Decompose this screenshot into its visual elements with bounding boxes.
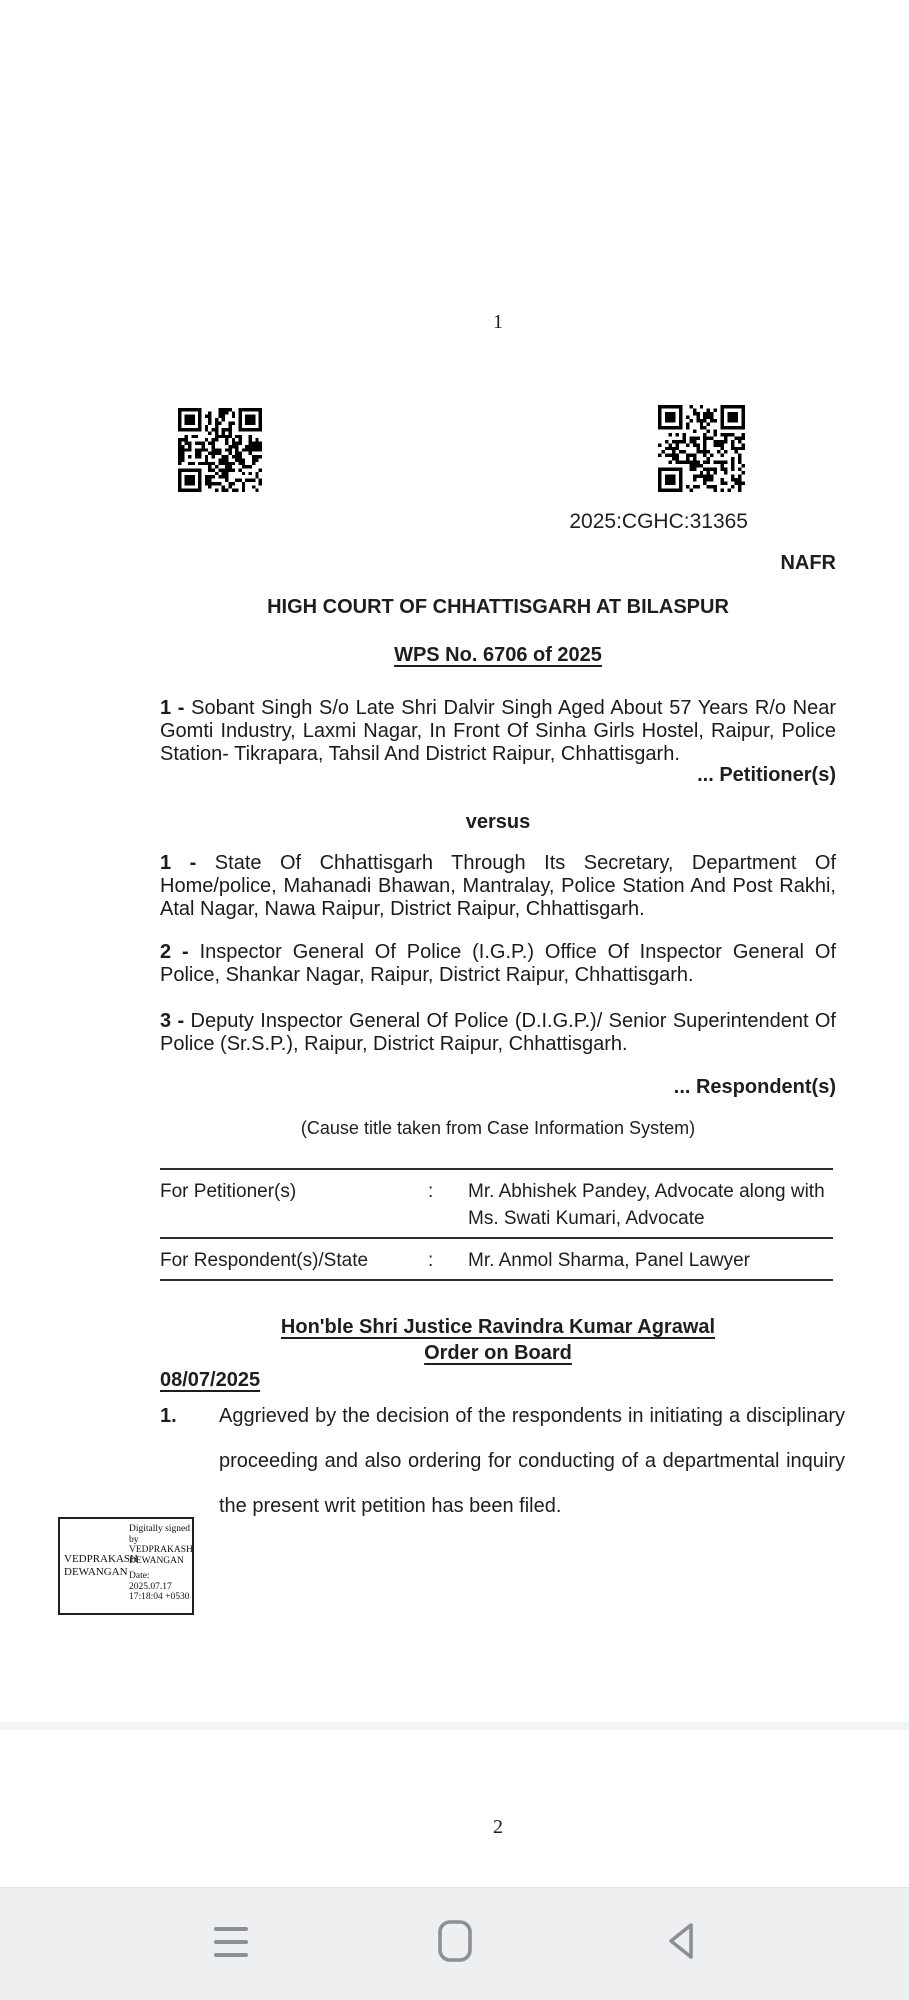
representation-colon: : <box>428 1250 434 1271</box>
respondent-paragraph: 2 - Inspector General Of Police (I.G.P.) Office Of Inspector General Of Police, Shankar Nagar, Raipur, District Raipur, Chhattisgarh. <box>160 941 836 986</box>
respondent-paragraph: 3 - Deputy Inspector General Of Police (D.I.G.P.)/ Senior Superintendent Of Police (Sr.S.P.), Raipur, District Raipur, Chhattisgarh. <box>160 1010 836 1055</box>
representation-label: For Petitioner(s) <box>160 1181 297 1202</box>
menu-icon <box>214 1927 248 1957</box>
page-number: 1 <box>493 311 503 333</box>
back-nav-button[interactable] <box>662 1920 702 1965</box>
table-row <box>160 1239 833 1279</box>
citation-number: 2025:CGHC:31365 <box>569 510 748 533</box>
page-number: 2 <box>493 1816 503 1838</box>
petitioner-paragraph: 1 - Sobant Singh S/o Late Shri Dalvir Singh Aged About 57 Years R/o Near Gomti Industry, Laxmi Nagar, In Front Of Sinha Girls Hostel, Raipur, Police Station- Tikrapara, Tahsil And District Raipur, Chhattisgarh. <box>160 697 836 765</box>
digital-signature-stamp <box>58 1517 194 1615</box>
order-title: Order on Board <box>424 1342 572 1364</box>
signature-details <box>124 1519 195 1613</box>
recents-button[interactable] <box>214 1927 248 1957</box>
home-button[interactable] <box>437 1919 473 1966</box>
petitioner-tag: ... Petitioner(s) <box>697 764 836 786</box>
back-icon <box>662 1920 702 1965</box>
order-paragraph: 1. Aggrieved by the decision of the respondents in initiating a disciplinary proceeding and also ordering for conducting of a departmental inquiry the present writ petition has been filed. <box>160 1394 845 1529</box>
qr-code-right <box>658 405 745 492</box>
cause-title-note: (Cause title taken from Case Information System) <box>300 1118 696 1138</box>
respondent-paragraph: 1 - State Of Chhattisgarh Through Its Secretary, Department Of Home/police, Mahanadi Bhawan, Mantralay, Police Station And Post Rakhi, Atal Nagar, Nawa Raipur, District Raipur, Chhattisgarh. <box>160 852 837 920</box>
judge-line: Hon'ble Shri Justice Ravindra Kumar Agrawal <box>280 1316 716 1338</box>
nafr-label: NAFR <box>780 552 836 574</box>
representation-value: Mr. Abhishek Pandey, Advocate along with Ms. Swati Kumari, Advocate <box>468 1181 825 1229</box>
page-separator <box>0 1722 909 1730</box>
representation-value: Mr. Anmol Sharma, Panel Lawyer <box>468 1250 750 1271</box>
representation-colon: : <box>428 1181 434 1202</box>
court-title: HIGH COURT OF CHHATTISGARH AT BILASPUR <box>267 596 729 618</box>
case-number: WPS No. 6706 of 2025 <box>394 644 602 666</box>
representation-table <box>160 1168 833 1281</box>
respondent-tag: ... Respondent(s) <box>673 1076 836 1098</box>
system-nav-bar <box>0 1887 909 2000</box>
signature-line1: Digitally signed by VEDPRAKASH DEWANGAN <box>129 1524 193 1566</box>
signature-line2: Date: 2025.07.17 17:18:04 +0530 <box>129 1571 190 1602</box>
order-date: 08/07/2025 <box>160 1369 261 1391</box>
representation-label: For Respondent(s)/State <box>160 1250 369 1271</box>
qr-code-left <box>178 407 262 493</box>
paragraph-number: 1. <box>160 1405 177 1427</box>
signer-name: VEDPRAKASH DEWANGAN <box>64 1553 138 1578</box>
pdf-page-2[interactable] <box>0 1730 909 1887</box>
table-row <box>160 1170 833 1239</box>
versus-label: versus <box>465 811 531 833</box>
home-icon <box>437 1919 473 1966</box>
